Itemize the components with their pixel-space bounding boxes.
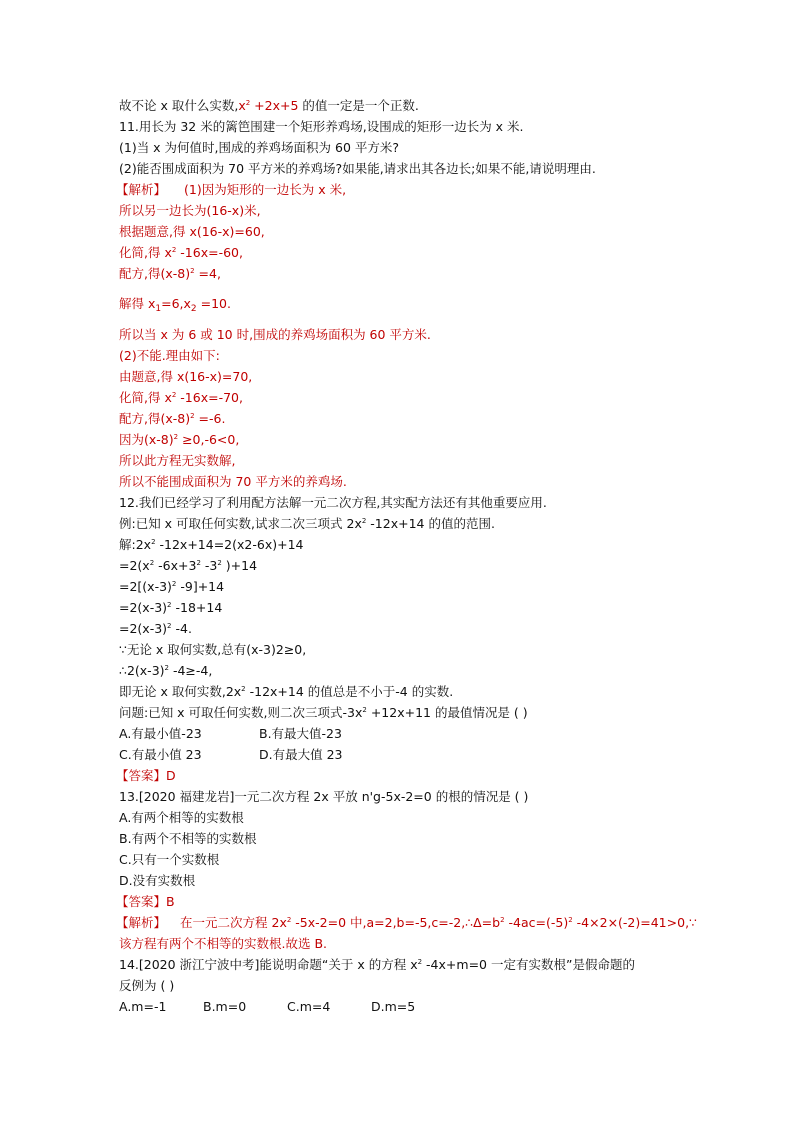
question-14-line-2: 反例为 ( )	[119, 978, 175, 993]
text: -12x+14 的值的范围.	[366, 516, 495, 531]
text: -4ac=(-5)	[504, 915, 569, 930]
superscript: 2	[190, 412, 195, 420]
answer-line: 所以此方程无实数解,	[119, 453, 236, 468]
choice-B: B.有两个不相等的实数根	[119, 831, 257, 846]
question-12-example	[119, 516, 495, 532]
question-11-part-1: (1)当 x 为何值时,围成的养鸡场面积为 60 平方米?	[119, 140, 400, 155]
text: (1)因为矩形的一边长为 x 米,	[184, 182, 347, 197]
superscript: 2	[245, 99, 251, 107]
analysis-line	[116, 915, 697, 931]
text: 配方,得(x-8)	[119, 411, 191, 426]
answer-line: 所以当 x 为 6 或 10 时,围成的养鸡场面积为 60 平方米.	[119, 327, 431, 342]
superscript: 2	[190, 267, 195, 275]
question-11: 11.用长为 32 米的篱笆围建一个矩形养鸡场,设围成的矩形一边长为 x 米.	[119, 119, 524, 134]
superscript: 2	[171, 391, 177, 399]
solution-step	[119, 579, 224, 595]
text: =2(x-3)	[119, 621, 168, 636]
text: =2(x	[119, 558, 150, 573]
analysis-line: 该方程有两个不相等的实数根.故选 B.	[119, 936, 327, 951]
text: =2[(x-3)	[119, 579, 172, 594]
answer-line	[116, 768, 176, 784]
question-12-problem	[119, 705, 528, 721]
superscript: 2	[568, 916, 573, 924]
answer-line	[119, 411, 225, 427]
answer-line: 所以另一边长为(16-x)米,	[119, 203, 261, 218]
text: -6x+3	[154, 558, 197, 573]
text: -4×2×(-2)=41>0,∵	[572, 915, 697, 930]
text: )+14	[221, 558, 258, 573]
answer-line	[119, 432, 239, 448]
choice-A: A.有两个相等的实数根	[119, 810, 244, 825]
superscript: 2	[167, 622, 172, 630]
answer-line	[119, 245, 243, 261]
superscript: 2	[500, 916, 505, 924]
answer-line	[119, 390, 243, 406]
answer-line	[116, 894, 175, 910]
answer-tag: 【答案】	[116, 894, 167, 909]
choice-A: A.m=-1	[119, 999, 167, 1014]
choice-D: D.有最大值 23	[259, 747, 343, 762]
text: -18+14	[171, 600, 223, 615]
superscript: 2	[167, 601, 172, 609]
answer-line: 所以不能围成面积为 70 平方米的养鸡场.	[119, 474, 347, 489]
choice-C: C.m=4	[287, 999, 331, 1014]
text: -4≥-4,	[169, 663, 213, 678]
solution-step	[119, 663, 212, 679]
text: 配方,得(x-8)	[119, 266, 191, 281]
superscript: 2	[241, 685, 246, 693]
text: -5x-2=0 中,a=2,b=-5,c=-2,∴Δ=b	[291, 915, 501, 930]
text: 在一元二次方程 2x	[180, 915, 287, 930]
superscript: 2	[362, 706, 367, 714]
text: -4.	[171, 621, 192, 636]
analysis-tag: 【解析】	[116, 182, 167, 197]
question-12: 12.我们已经学习了利用配方法解一元二次方程,其实配方法还有其他重要应用.	[119, 495, 547, 510]
superscript: 2	[171, 580, 177, 588]
text: -4x+m=0 一定有实数根”是假命题的	[422, 957, 635, 972]
solution-step	[119, 558, 257, 574]
math-text: +2x+5	[250, 98, 299, 113]
text: 化简,得 x	[119, 390, 172, 405]
choice-A: A.有最小值-23	[119, 726, 202, 741]
text: 解:2x	[119, 537, 152, 552]
superscript: 2	[286, 916, 292, 924]
answer-value: B	[166, 894, 175, 909]
text: =4,	[194, 266, 221, 281]
solution-step	[119, 684, 453, 700]
choice-B: B.有最大值-23	[259, 726, 342, 741]
text-line	[119, 98, 419, 114]
choice-C: C.只有一个实数根	[119, 852, 220, 867]
superscript: 2	[164, 664, 169, 672]
superscript: 2	[151, 538, 156, 546]
text: -3	[200, 558, 218, 573]
text: 化简,得 x	[119, 245, 172, 260]
analysis-line	[116, 182, 346, 198]
question-11-part-2: (2)能否围成面积为 70 平方米的养鸡场?如果能,请求出其各边长;如果不能,请说明理由.	[119, 161, 596, 176]
math-text: x	[238, 98, 246, 113]
question-14	[119, 957, 635, 973]
superscript: 2	[361, 517, 367, 525]
answer-value: D	[166, 768, 176, 783]
text: 因为(x-8)	[119, 432, 174, 447]
text: -12x+14=2(x2-6x)+14	[155, 537, 304, 552]
text: =-6.	[194, 411, 226, 426]
superscript: 2	[417, 958, 423, 966]
answer-line: (2)不能.理由如下:	[119, 348, 220, 363]
answer-line	[119, 266, 221, 282]
choice-D: D.m=5	[371, 999, 416, 1014]
text: -16x=-60,	[176, 245, 243, 260]
text: ≥0,-6<0,	[178, 432, 240, 447]
superscript: 2	[217, 559, 222, 567]
text: 14.[2020 浙江宁波中考]能说明命题“关于 x 的方程 x	[119, 957, 418, 972]
solution-step	[119, 621, 192, 637]
text: =6,x	[161, 296, 191, 311]
answer-line	[119, 296, 231, 312]
choice-B: B.m=0	[203, 999, 247, 1014]
solution-step: ∵无论 x 取何实数,总有(x-3)2≥0,	[119, 642, 307, 657]
text: -16x=-70,	[176, 390, 243, 405]
superscript: 2	[171, 246, 177, 254]
answer-line: 根据题意,得 x(16-x)=60,	[119, 224, 265, 239]
text: -9]+14	[176, 579, 225, 594]
choice-D: D.没有实数根	[119, 873, 196, 888]
text: +12x+11 的最值情况是 ( )	[366, 705, 528, 720]
subscript: 2	[190, 304, 197, 314]
solution-step	[119, 537, 303, 553]
text: 例:已知 x 可取任何实数,试求二次三项式 2x	[119, 516, 362, 531]
question-13: 13.[2020 福建龙岩]一元二次方程 2x 平放 n'g-5x-2=0 的根的情况是 ( )	[119, 789, 529, 804]
text: -12x+14 的值总是不小于-4 的实数.	[245, 684, 454, 699]
text: =10.	[196, 296, 231, 311]
text: 问题:已知 x 可取任何实数,则二次三项式-3x	[119, 705, 363, 720]
text: 的值一定是一个正数.	[298, 98, 419, 113]
text: =2(x-3)	[119, 600, 168, 615]
superscript: 2	[173, 433, 179, 441]
analysis-tag: 【解析】	[116, 915, 167, 930]
text: ∴2(x-3)	[119, 663, 165, 678]
superscript: 2	[149, 559, 155, 567]
text: 即无论 x 取何实数,2x	[119, 684, 242, 699]
answer-line: 由题意,得 x(16-x)=70,	[119, 369, 253, 384]
solution-step	[119, 600, 222, 616]
subscript: 1	[155, 304, 162, 314]
answer-tag: 【答案】	[116, 768, 167, 783]
superscript: 2	[196, 559, 201, 567]
choice-C: C.有最小值 23	[119, 747, 202, 762]
text: 解得 x	[119, 296, 156, 311]
text: 故不论 x 取什么实数,	[119, 98, 239, 113]
